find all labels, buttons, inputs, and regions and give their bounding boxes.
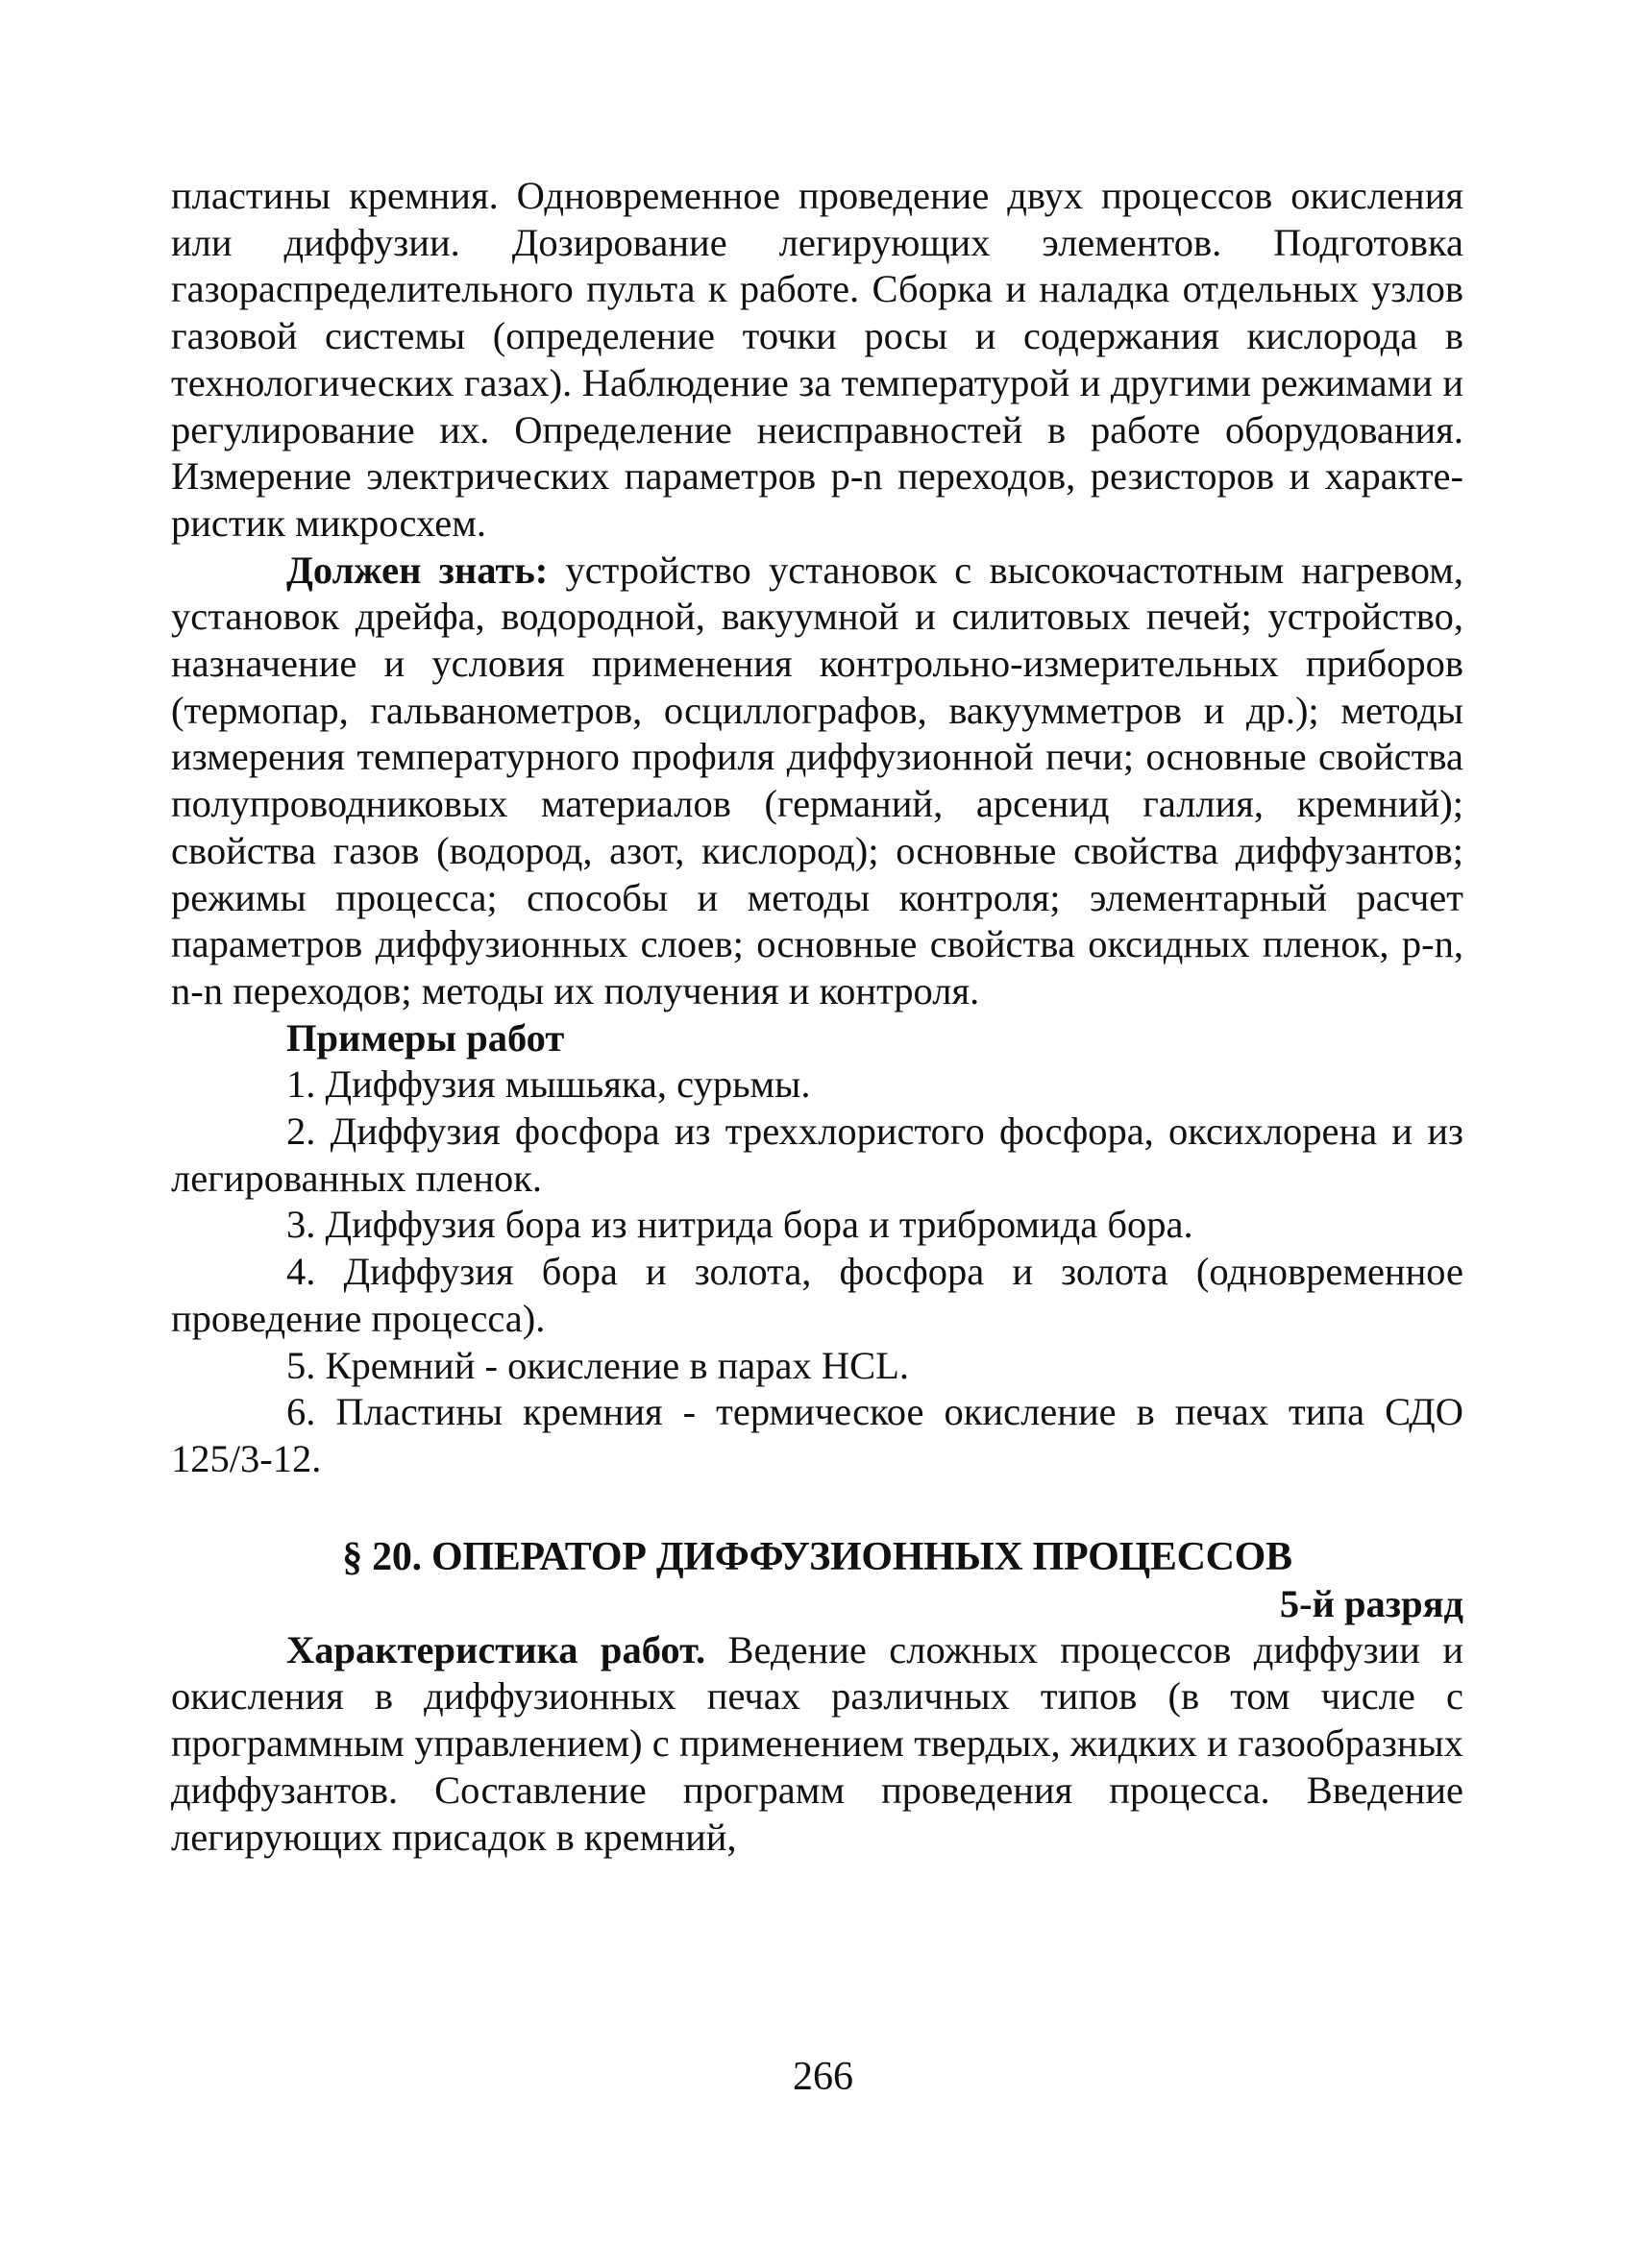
characteristics-label: Характеристика работ. bbox=[286, 1627, 706, 1671]
example-item-2: 2. Диффузия фосфора из треххлористого фосфора, оксихлорена и из легированных пленок. bbox=[171, 1110, 1463, 1200]
section-title: § 20. ОПЕРАТОР ДИФФУЗИОННЫХ ПРОЦЕССОВ bbox=[342, 1534, 1292, 1579]
must-know-text: устройство установок с высокочастотным нагревом, установок дрейфа, водородной, вакуумной и силитовых печей; устройство, назначение и условия применения контрольно-измерительных приборов (термопар, гальванометров, осциллографов, вакуумметров и др.); методы измерения температурного профиля диффузионной печи; основные свойства полупроводниковых материалов (германий, арсенид галлия, кремний); свойства газов (водород, азот, кислород); основные свойства диффузантов; режимы процесса; способы и методы контроля; элементарный расчет параметров диффузионных слоев; основные свойства оксидных пленок, p-n, n-n переходов; методы их получения и контроля. bbox=[171, 548, 1463, 1012]
page-content bbox=[171, 173, 1463, 1861]
example-item-6: 6. Пластины кремния - термическое окисление в печах типа СДО 125/3-12. bbox=[171, 1390, 1463, 1480]
example-item-1: 1. Диффузия мышьяка, сурьмы. bbox=[286, 1062, 811, 1107]
example-item-3: 3. Диффузия бора из нитрида бора и трибромида бора. bbox=[286, 1203, 1193, 1247]
paragraph-must-know bbox=[171, 548, 1463, 1015]
grade-label: 5-й разряд bbox=[1279, 1581, 1463, 1625]
paragraph-characteristics bbox=[171, 1627, 1463, 1862]
characteristics-text: Ведение сложных процессов диффузии и окисления в диффузионных печах различных типов (в том числе с программным управлением) с применением твердых, жидких и газообразных диффузантов. Составление программ проведения процесса. Введение легирующих присадок в кремний, bbox=[171, 1627, 1463, 1859]
page-number: 266 bbox=[793, 2055, 853, 2099]
must-know-label: Должен знать: bbox=[286, 548, 549, 592]
examples-heading: Примеры работ bbox=[286, 1015, 565, 1060]
example-item-5: 5. Кремний - окисление в парах HCL. bbox=[286, 1343, 909, 1387]
paragraph-intro: пластины кремния. Одновременное проведение двух процессов окисления или диффузии. Дозирование легирующих элементов. Подготовка газораспределительного пульта к работе. Сборка и наладка отдельных узлов газовой системы (определение точки росы и содержания кислорода в технологических газах). Наблюдение за температурой и другими режимами и регулирование их. Определение неисправностей в работе оборудования. Измерение электрических параметров p-n переходов, резисторов и характеристик микросхем. bbox=[171, 174, 1463, 545]
example-item-4: 4. Диффузия бора и золота, фосфора и золота (одновременное проведение процесса). bbox=[171, 1250, 1463, 1340]
